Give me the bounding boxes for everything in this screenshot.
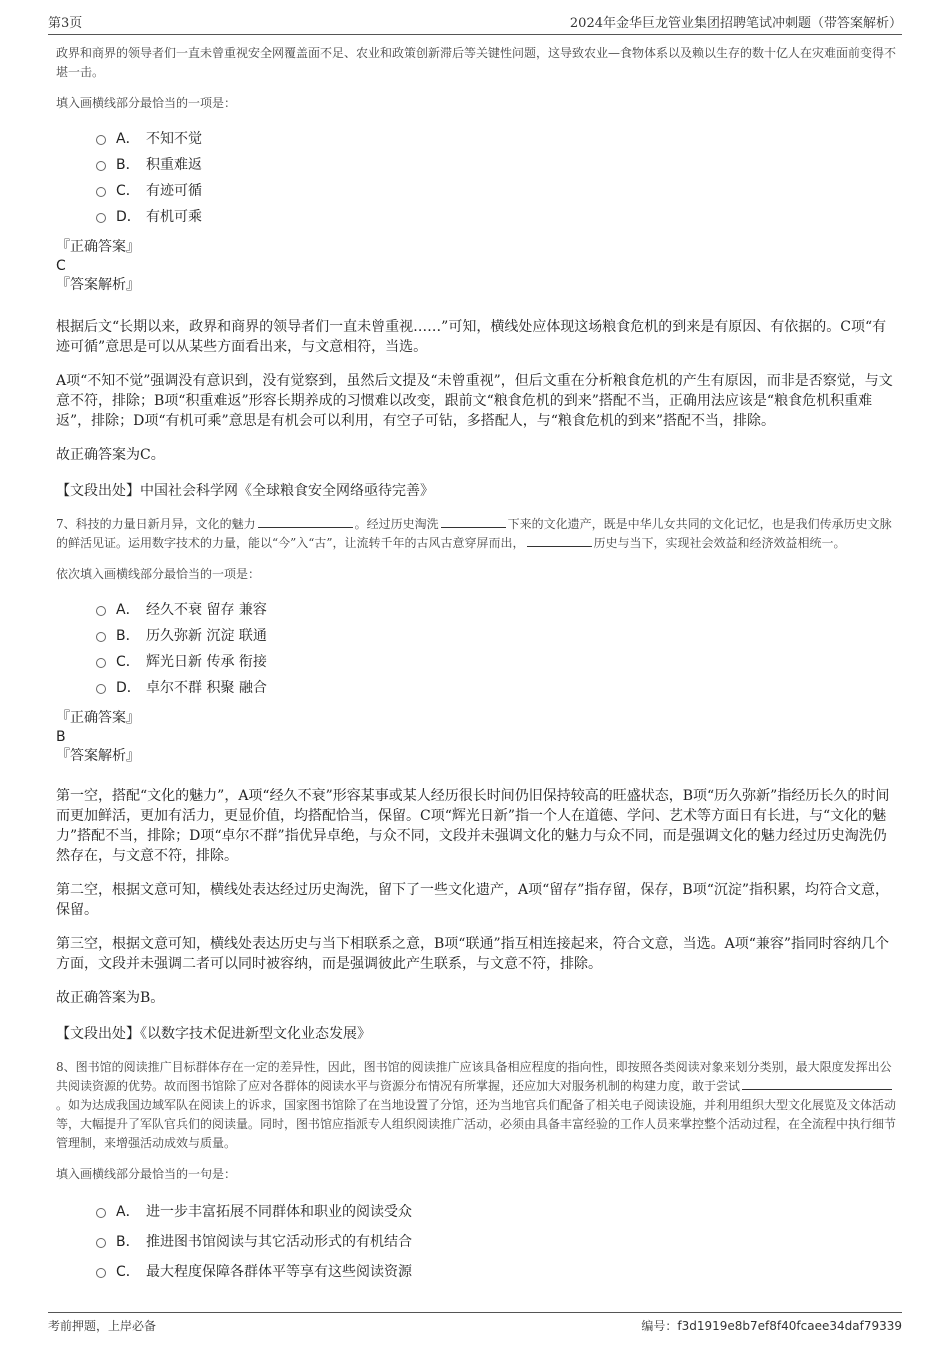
radio-icon[interactable] [96, 1268, 106, 1278]
option-text: 经久不衰 留存 兼容 [146, 602, 267, 618]
q6-option-d[interactable]: D． 有机可乘 [96, 203, 898, 229]
q6-analysis-p2: A项“不知不觉”强调没有意识到，没有觉察到，虽然后文提及“未曾重视”，但后文重在分析粮食危机的产生有原因，而非是否察觉，与文意不符，排除；B项“积重难返”形容长期养成的习惯难以改变，跟前文“粮食危机的到来”搭配不当，正确用法应该是“粮食危机积重难返”，排除；D项“有机可乘”意思是有机会可以利用，有空子可钻，多搭配人，与“粮食危机的到来”搭配不当，排除。 [56, 373, 893, 429]
radio-icon[interactable] [96, 1238, 106, 1248]
q6-option-b[interactable]: B． 积重难返 [96, 151, 898, 177]
option-text: 不知不觉 [146, 131, 202, 147]
radio-icon[interactable] [96, 684, 106, 694]
q7-option-b[interactable]: B． 历久弥新 沉淀 联通 [96, 622, 898, 648]
q8-stem: 8、图书馆的阅读推广目标群体存在一定的差异性，因此，图书馆的阅读推广应该具备相应程度的指向性，即按照各类阅读对象来划分类别，最大限度发挥出公共阅读资源的优势。故而图书馆除了应对各群体的阅读水平与资源分布情况有所掌握，还应加大对服务机制的构建力度，敢于尝试。如为达成我国边域军队在阅读上的诉求，国家图书馆除了在当地设置了分馆，还为当地官兵们配备了相关电子阅读设施，并利用组织大型文化展览及文体活动等，大幅提升了军队官兵们的阅读量。同时，图书馆应指派专人组织阅读推广活动，必须由具备丰富经验的工作人员来掌控整个活动过程，在全流程中执行细节管理制，来增强活动成效与质量。 [56, 1060, 897, 1150]
q6-prompt: 填入画横线部分最恰当的一项是： [56, 96, 237, 110]
radio-icon[interactable] [96, 1208, 106, 1218]
q6-analysis-p3: 故正确答案为C。 [56, 447, 165, 463]
document-title: 2024年金华巨龙管业集团招聘笔试冲刺题（带答案解析） [569, 16, 902, 31]
radio-icon[interactable] [96, 606, 106, 616]
q6-answer: C [56, 258, 66, 274]
q7-options [96, 596, 898, 700]
q7-analysis-p1: 第一空，搭配“文化的魅力”，A项“经久不衰”形容某事或某人经历很长时间仍旧保持较高的旺盛状态，B项“历久弥新”指经历长久的时间而更加鲜活，更加有活力，更显价值，均搭配恰当，保留。C项“辉光日新”指一个人在道德、学问、艺术等方面日有长进，与“文化的魅力”搭配不当，排除；D项“卓尔不群”指优异卓绝，与众不同，文段并未强调文化的魅力与众不同，而是强调文化的魅力经过历史淘洗仍然存在，与文意不符，排除。 [56, 788, 890, 864]
blank-line [441, 526, 506, 528]
q7-source: 【文段出处】《以数字技术促进新型文化业态发展》 [56, 1026, 371, 1042]
page-number: 第3页 [48, 16, 83, 31]
radio-icon[interactable] [96, 213, 106, 223]
q6-analysis-p1: 根据后文“长期以来，政界和商界的领导者们一直未曾重视……”可知，横线处应体现这场粮食危机的到来是有原因、有依据的。C项“有迹可循”意思是可以从某些方面看出来，与文意相符，当选。 [56, 319, 887, 355]
option-text: 进一步丰富拓展不同群体和职业的阅读受众 [146, 1204, 412, 1220]
main-content [56, 44, 898, 1294]
blank-line [527, 545, 592, 547]
radio-icon[interactable] [96, 161, 106, 171]
q6-passage-tail: 政界和商界的领导者们一直未曾重视安全网覆盖面不足、农业和政策创新滞后等关键性问题，这导致农业—食物体系以及赖以生存的数十亿人在灾难面前变得不堪一击。 [56, 46, 897, 79]
option-text: 有机可乘 [146, 209, 202, 225]
q6-option-a[interactable]: A． 不知不觉 [96, 125, 898, 151]
option-text: 积重难返 [146, 157, 202, 173]
q8-option-a[interactable]: A． 进一步丰富拓展不同群体和职业的阅读受众 [96, 1196, 898, 1226]
q7-option-a[interactable]: A． 经久不衰 留存 兼容 [96, 596, 898, 622]
q7-analysis-label: 『答案解析』 [56, 748, 140, 764]
q7-option-c[interactable]: C． 辉光日新 传承 衔接 [96, 648, 898, 674]
q7-prompt: 依次填入画横线部分最恰当的一项是： [56, 567, 261, 581]
q7-answer: B [56, 729, 66, 745]
document-code: 编号：f3d1919e8b7ef8f40fcaee34daf79339 [641, 1319, 902, 1333]
radio-icon[interactable] [96, 135, 106, 145]
q6-answer-label: 『正确答案』 [56, 239, 140, 255]
q6-source: 【文段出处】中国社会科学网《全球粮食安全网络亟待完善》 [56, 483, 434, 499]
q8-option-c[interactable]: C． 最大程度保障各群体平等享有这些阅读资源 [96, 1256, 898, 1286]
q7-analysis-p2: 第二空，根据文意可知，横线处表达经过历史淘洗，留下了一些文化遗产，A项“留存”指存留，保存，B项“沉淀”指积累，均符合文意，保留。 [56, 882, 890, 918]
option-text: 辉光日新 传承 衔接 [146, 654, 267, 670]
blank-line [258, 526, 353, 528]
option-text: 最大程度保障各群体平等享有这些阅读资源 [146, 1264, 412, 1280]
page-header [48, 12, 902, 35]
radio-icon[interactable] [96, 632, 106, 642]
q7-analysis-p4: 故正确答案为B。 [56, 990, 165, 1006]
q7-answer-label: 『正确答案』 [56, 710, 140, 726]
q8-option-b[interactable]: B． 推进图书馆阅读与其它活动形式的有机结合 [96, 1226, 898, 1256]
radio-icon[interactable] [96, 187, 106, 197]
q6-analysis-label: 『答案解析』 [56, 277, 140, 293]
q7-analysis-p3: 第三空，根据文意可知，横线处表达历史与当下相联系之意，B项“联通”指互相连接起来，符合文意，当选。A项“兼容”指同时容纳几个方面，文段并未强调二者可以同时被容纳，而是强调彼此产生联系，与文意不符，排除。 [56, 936, 890, 972]
option-text: 卓尔不群 积聚 融合 [146, 680, 267, 696]
q8-prompt: 填入画横线部分最恰当的一句是： [56, 1167, 237, 1181]
q7-stem: 7、科技的力量日新月异，文化的魅力 。经过历史淘洗 下来的文化遗产，既是中华儿女共同的文化记忆，也是我们传承历史文脉的鲜活见证。运用数字技术的力量，能以“今”入“古”，让流转千年的古风古意穿屏而出， 历史与当下，实现社会效益和经济效益相统一。 [56, 517, 892, 550]
option-text: 推进图书馆阅读与其它活动形式的有机结合 [146, 1234, 412, 1250]
radio-icon[interactable] [96, 658, 106, 668]
option-text: 有迹可循 [146, 183, 202, 199]
blank-line [742, 1088, 892, 1090]
q8-options [96, 1196, 898, 1286]
q6-option-c[interactable]: C． 有迹可循 [96, 177, 898, 203]
option-text: 历久弥新 沉淀 联通 [146, 628, 267, 644]
q6-options [96, 125, 898, 229]
footer-slogan: 考前押题，上岸必备 [48, 1319, 157, 1333]
q7-option-d[interactable]: D． 卓尔不群 积聚 融合 [96, 674, 898, 700]
page-footer [48, 1312, 902, 1334]
